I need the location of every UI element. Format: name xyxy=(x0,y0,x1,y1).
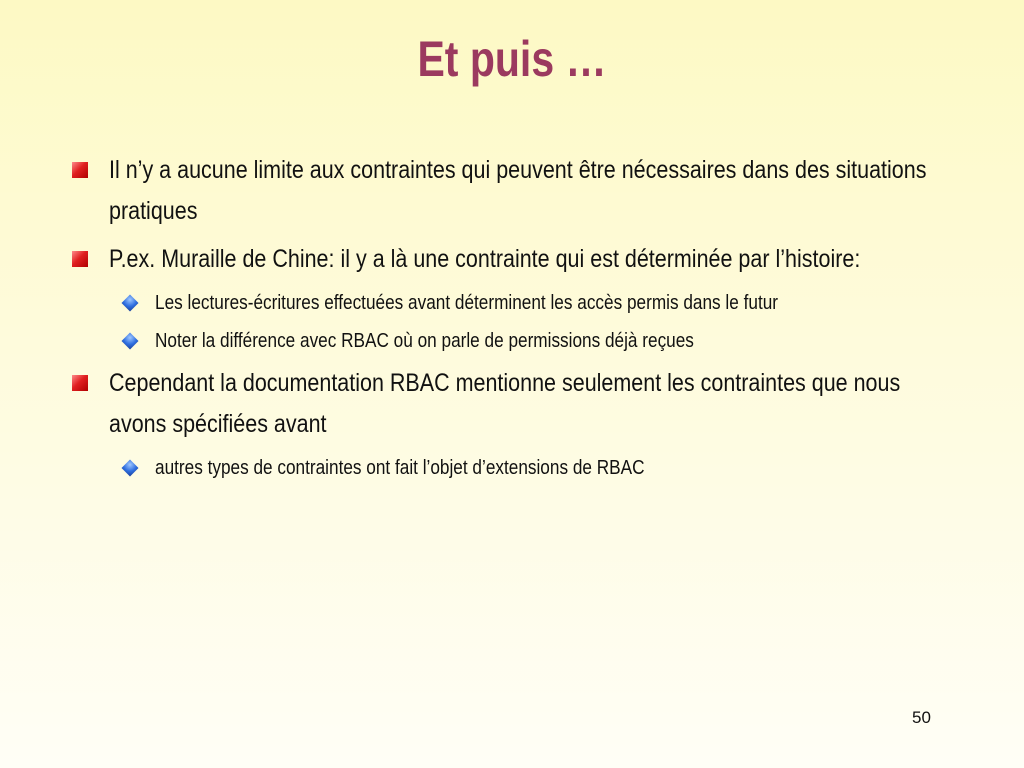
red-square-icon xyxy=(72,375,88,391)
sub-bullet-item xyxy=(123,287,932,320)
sub-bullet-text: autres types de contraintes ont fait l’objet d’extensions de RBAC xyxy=(155,457,645,479)
blue-diamond-icon xyxy=(122,333,139,350)
page-number: 50 xyxy=(912,708,931,727)
sub-bullet-item xyxy=(123,452,932,485)
red-square-icon xyxy=(72,162,88,178)
sub-bullet-text: Noter la différence avec RBAC où on parle de permissions déjà reçues xyxy=(155,330,694,352)
bullet-item xyxy=(72,239,932,280)
blue-diamond-icon xyxy=(122,295,139,312)
bullet-item xyxy=(72,363,932,445)
slide-title: Et puis … xyxy=(417,31,607,87)
bullet-item xyxy=(72,150,932,232)
bullet-text: Cependant la documentation RBAC mentionne seulement les contraintes que nous avons spécifiées avant xyxy=(109,369,901,438)
bullet-text: P.ex. Muraille de Chine: il y a là une contrainte qui est déterminée par l’histoire: xyxy=(109,245,861,273)
bullet-list xyxy=(72,150,932,490)
bullet-text: Il n’y a aucune limite aux contraintes qui peuvent être nécessaires dans des situations pratiques xyxy=(109,156,927,225)
blue-diamond-icon xyxy=(122,460,139,477)
sub-bullet-text: Les lectures-écritures effectuées avant déterminent les accès permis dans le futur xyxy=(155,292,779,314)
sub-bullet-item xyxy=(123,325,932,358)
red-square-icon xyxy=(72,251,88,267)
